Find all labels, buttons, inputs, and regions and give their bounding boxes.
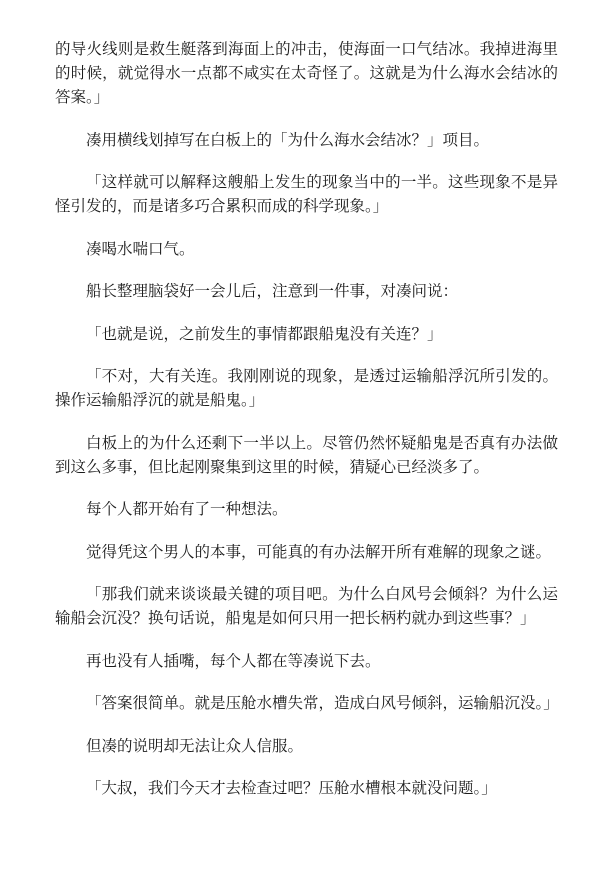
paragraph: 「不对，大有关连。我刚刚说的现象，是透过运输船浮沉所引发的。操作运输船浮沉的就是船鬼。」 <box>55 367 558 409</box>
paragraph: 觉得凭这个男人的本事，可能真的有办法解开所有难解的现象之谜。 <box>86 542 552 561</box>
paragraph: 「这样就可以解释这艘船上发生的现象当中的一半。这些现象不是异怪引发的，而是诸多巧合累积而成的科学现象。」 <box>55 173 558 215</box>
paragraph: 凑用横线划掉写在白板上的「为什么海水会结冰？」项目。 <box>86 130 490 149</box>
paragraph: 船长整理脑袋好一会儿后，注意到一件事，对凑问说： <box>86 282 459 300</box>
paragraph: 「也就是说，之前发生的事情都跟船鬼没有关连？」 <box>86 324 443 343</box>
paragraph: 的导火线则是救生艇落到海面上的冲击，使海面一口气结冰。我掉进海里的时候，就觉得水一点都不咸实在太奇怪了。这就是为什么海水会结冰的答案。」 <box>55 40 558 106</box>
paragraph: 「大叔，我们今天才去检查过吧？压舱水槽根本就没问题。」 <box>86 779 497 797</box>
paragraph: 凑喝水喘口气。 <box>86 239 195 258</box>
paragraph: 「答案很简单。就是压舱水槽失常，造成白风号倾斜，运输船沉没。」 <box>86 694 559 712</box>
paragraph: 白板上的为什么还剩下一半以上。尽管仍然怀疑船鬼是否真有办法做到这么多事，但比起刚聚集到这里的时候，猜疑心已经淡多了。 <box>55 433 558 476</box>
paragraph: 再也没有人插嘴，每个人都在等凑说下去。 <box>86 651 381 670</box>
paragraph: 「那我们就来谈谈最关键的项目吧。为什么白风号会倾斜？为什么运输船会沉没？换句话说，船鬼是如何只用一把长柄杓就办到这些事？」 <box>55 585 558 627</box>
paragraph: 每个人都开始有了一种想法。 <box>86 500 288 518</box>
paragraph: 但凑的说明却无法让众人信服。 <box>86 736 304 755</box>
